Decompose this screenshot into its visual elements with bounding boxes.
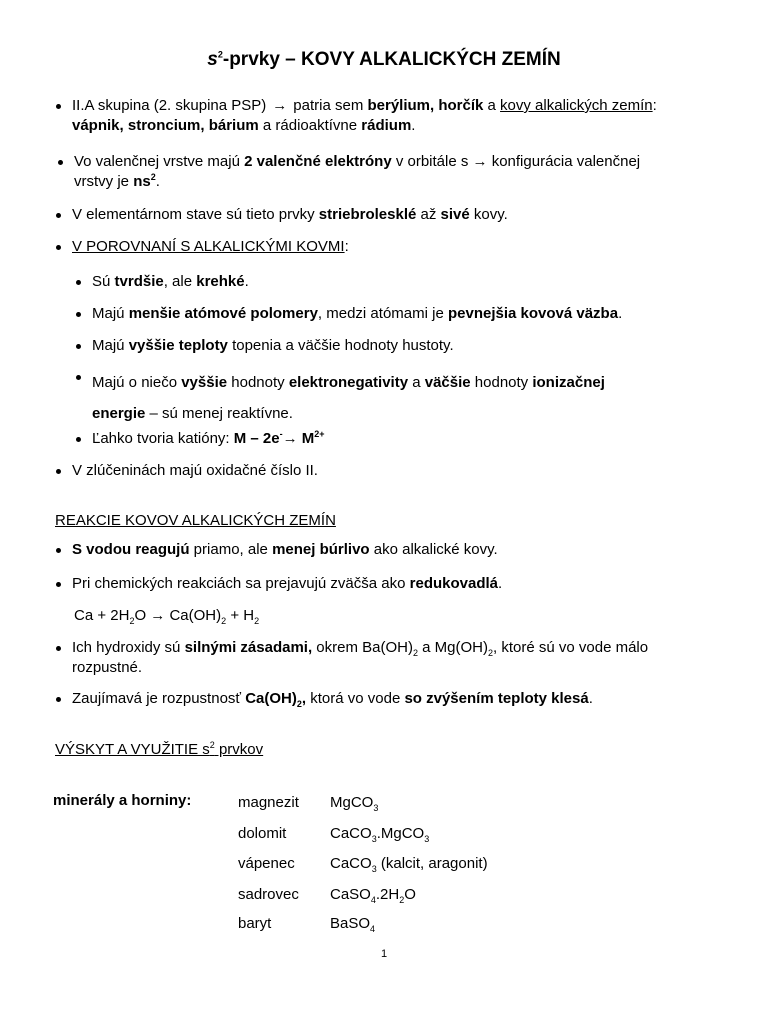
reaction-equation: $Ca + 2H_2O \to Ca(OH)_2 + H_2$ xyxy=(74,607,260,626)
page-title: $s^2$-prvky – KOVY ALKALICKÝCH ZEMÍN xyxy=(207,49,561,70)
compare-item-radius: Majú menšie atómové polomery, medzi atómami je pevnejšia kovová väzba. xyxy=(92,304,732,324)
compare-item-hardness: Sú tvrdšie, ale krehké. xyxy=(92,272,732,292)
bullet-appearance: V elementárnom stave sú tieto prvky striebrolesklé až sivé kovy. xyxy=(72,205,732,225)
compare-item-cations: Ľahko tvoria katióny: $M - 2e^-\to M^{2+}$ xyxy=(92,429,732,449)
minerals-label: minerály a horniny: xyxy=(53,792,192,809)
mineral-row xyxy=(238,854,488,874)
reaction-solubility: Zaujímavá je rozpustnosť $Ca(OH)_2$, ktorá vo vode so zvýšením teploty klesá. xyxy=(72,689,732,709)
occurrence-heading: VÝSKYT A VYUŽITIE $s^2$ prvkov xyxy=(55,740,264,758)
bullet-oxidation: V zlúčeninách majú oxidačné číslo II. xyxy=(72,461,732,481)
bullet-valence: Vo valenčnej vrstve majú 2 valenčné elektróny v orbitále s → konfigurácia valenčnej vrstvy je $ns^2$. xyxy=(74,152,734,192)
reaction-hydroxides: Ich hydroxidy sú silnými zásadami, okrem $Ba(OH)_2$ a $Mg(OH)_2$, ktoré sú vo vode málo rozpustné. xyxy=(72,638,732,678)
bullet-group: II.A skupina (2. skupina PSP) → patria sem berýlium, horčík a kovy alkalických zemín: vápnik, stroncium, bárium a rádioaktívne rádium. xyxy=(72,96,732,136)
compare-item-melting: Majú vyššie teploty topenia a väčšie hodnoty hustoty. xyxy=(92,336,732,356)
mineral-name: vápenec xyxy=(238,855,295,872)
mineral-row xyxy=(238,885,416,905)
mineral-name: sadrovec xyxy=(238,886,299,903)
reaction-reducing: Pri chemických reakciách sa prejavujú zväčša ako redukovadlá. xyxy=(72,574,732,594)
page-number: 1 xyxy=(380,948,388,960)
mineral-formula: CaCO$_3$ (kalcit, aragonit) xyxy=(330,855,488,874)
mineral-formula: MgCO$_3$ xyxy=(330,794,379,813)
reactions-heading: REAKCIE KOVOV ALKALICKÝCH ZEMÍN xyxy=(55,512,336,529)
compare-item-electronegativity: Majú o niečo vyššie hodnoty elektronegativity a väčšie hodnoty ionizačnej energie – sú menej reaktívne. xyxy=(92,367,732,429)
reaction-water: S vodou reagujú priamo, ale menej búrlivo ako alkalické kovy. xyxy=(72,540,732,560)
mineral-row xyxy=(238,793,378,813)
mineral-name: dolomit xyxy=(238,825,287,842)
mineral-row xyxy=(238,914,375,934)
bullet-comparison-heading: V POROVNANÍ S ALKALICKÝMI KOVMI: xyxy=(72,237,732,257)
mineral-name: magnezit xyxy=(238,794,299,811)
mineral-formula: $CaSO_4.2H_2O$ xyxy=(330,886,416,905)
mineral-row xyxy=(238,824,429,844)
mineral-formula: BaSO$_4$ xyxy=(330,915,376,934)
mineral-name: baryt xyxy=(238,915,272,932)
mineral-formula: CaCO$_3$.MgCO$_3$ xyxy=(330,825,430,844)
